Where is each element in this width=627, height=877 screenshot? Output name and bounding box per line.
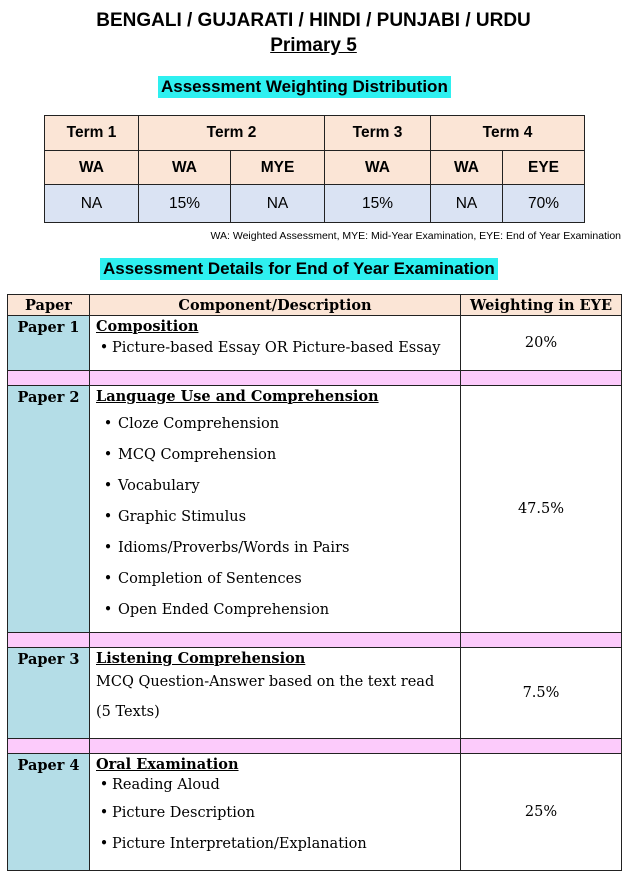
page-subtitle [0,35,627,57]
type-cell: WA [325,151,431,185]
paper-row [8,648,622,739]
list-item-text: Picture Interpretation/Explanation [112,835,367,852]
paper-label: Paper 4 [8,754,90,871]
list-item [96,828,454,859]
type-cell: WA [45,151,139,185]
bullet-icon: • [99,804,109,821]
paper-label: Paper 1 [8,316,90,371]
type-cell: EYE [503,151,585,185]
type-cell: MYE [231,151,325,185]
bullet-icon: • [103,508,113,525]
weighting-heading: Assessment Weighting Distribution [158,76,451,98]
bullet-icon: • [99,340,109,356]
subtitle-text: Primary 5 [270,35,357,56]
list-item [96,773,454,797]
list-item-text: Graphic Stimulus [118,508,247,525]
term-header: Term 1 [45,116,139,151]
term-header: Term 3 [325,116,431,151]
description-line: MCQ Question-Answer based on the text read [96,674,435,690]
list-item [96,335,454,361]
list-item-text: Completion of Sentences [118,570,302,587]
list-item-text: MCQ Comprehension [118,446,277,463]
component-cell [90,754,461,871]
type-cell: WA [431,151,503,185]
value-cell: NA [45,185,139,223]
list-item-text: Picture-based Essay OR Picture-based Essay [112,340,441,356]
column-header: Weighting in EYE [461,295,622,316]
weighting-table [44,115,585,223]
weighting-cell: 47.5% [461,386,622,633]
list-item [96,501,454,532]
separator-row [8,633,622,648]
paper-label: Paper 2 [8,386,90,633]
type-row [45,151,585,185]
term-header: Term 4 [431,116,585,151]
paper-row [8,754,622,871]
details-table [7,294,622,871]
page-title: BENGALI / GUJARATI / HINDI / PUNJABI / URDU [96,10,531,31]
bullet-icon: • [99,777,109,793]
list-item-text: Cloze Comprehension [118,415,280,432]
details-header-row [8,295,622,316]
separator-row [8,371,622,386]
term-row [45,116,585,151]
weighting-cell: 25% [461,754,622,871]
list-item-text: Open Ended Comprehension [118,601,330,618]
component-cell [90,316,461,371]
separator-row [8,739,622,754]
details-heading: Assessment Details for End of Year Examination [100,258,498,280]
value-cell: NA [431,185,503,223]
component-cell [90,648,461,739]
description-line: (5 Texts) [96,704,160,720]
list-item-text: Picture Description [112,804,255,821]
list-item-text: Idioms/Proverbs/Words in Pairs [118,539,350,556]
weighting-cell: 20% [461,316,622,371]
list-item [96,439,454,470]
list-item [96,563,454,594]
value-cell: 70% [503,185,585,223]
bullet-icon: • [99,835,109,852]
component-title: Composition [96,318,199,335]
type-cell: WA [139,151,231,185]
bullet-icon: • [103,539,113,556]
term-header: Term 2 [139,116,325,151]
list-item [96,594,454,625]
component-title: Listening Comprehension [96,650,306,667]
list-item [96,470,454,501]
bullet-icon: • [103,570,113,587]
value-cell: 15% [325,185,431,223]
bullet-icon: • [103,601,113,618]
value-cell: NA [231,185,325,223]
bullet-icon: • [103,415,113,432]
value-cell: 15% [139,185,231,223]
list-item-text: Reading Aloud [112,777,220,793]
column-header: Component/Description [90,295,461,316]
component-title: Oral Examination [96,756,239,773]
bullet-icon: • [103,446,113,463]
value-row [45,185,585,223]
paper-label: Paper 3 [8,648,90,739]
bullet-icon: • [103,477,113,494]
component-title: Language Use and Comprehension [96,388,379,405]
list-item [96,797,454,828]
paper-row [8,316,622,371]
list-item [96,532,454,563]
paper-row [8,386,622,633]
component-cell [90,386,461,633]
list-item-text: Vocabulary [118,477,200,494]
list-item [96,408,454,439]
column-header: Paper [8,295,90,316]
weighting-cell: 7.5% [461,648,622,739]
abbreviation-note: WA: Weighted Assessment, MYE: Mid-Year Examination, EYE: End of Year Examination [210,230,621,242]
